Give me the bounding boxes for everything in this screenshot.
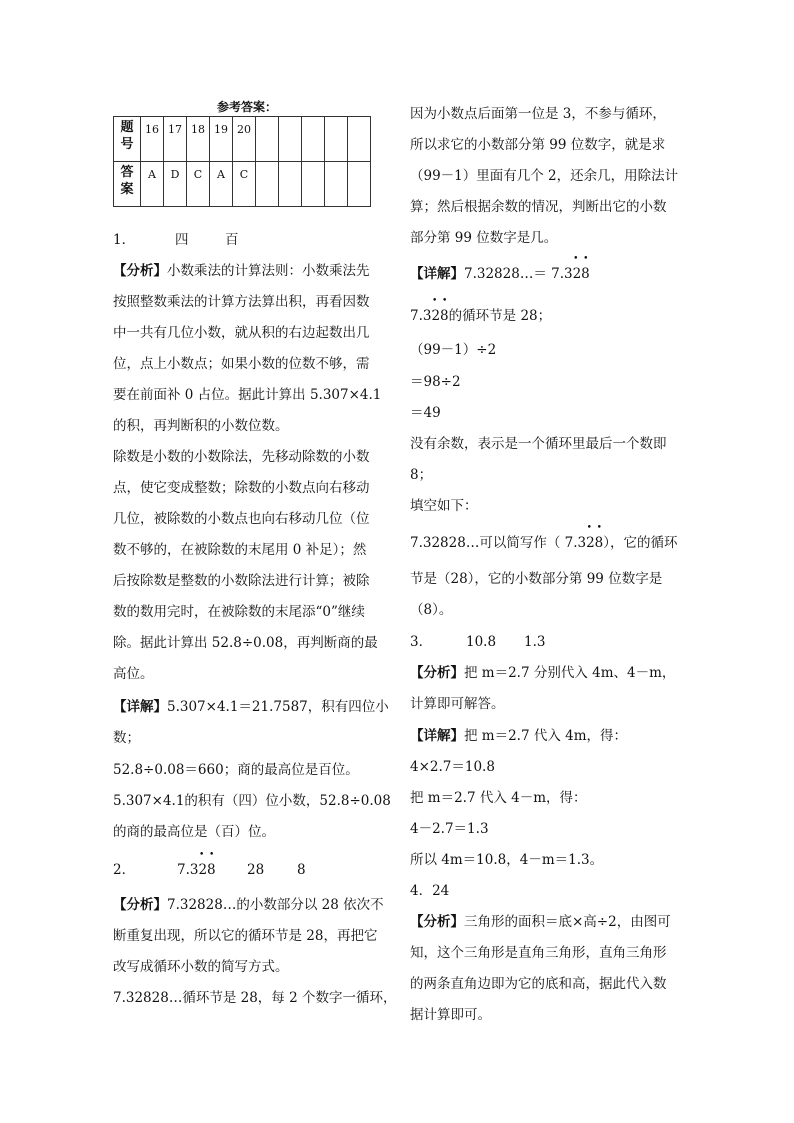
table-cell: C	[233, 162, 256, 207]
table-cell: 17	[164, 117, 187, 162]
table-cell: C	[187, 162, 210, 207]
q3-detail: 4－2.7＝1.3	[410, 821, 489, 837]
q2-calc: ＝98÷2	[410, 374, 461, 390]
q2-answer-line: 2． 7.328 • • 28 8	[113, 850, 306, 878]
q1-analysis: 点，使它变成整数；除数的小数点向右移动	[113, 480, 370, 496]
table-cell: 18	[187, 117, 210, 162]
table-cell	[325, 162, 348, 207]
table-cell	[256, 117, 279, 162]
q4-analysis: 【分析】三角形的面积＝底×高÷2，由图可	[410, 914, 671, 930]
q3-answer-line: 3． 10.8 1.3	[410, 634, 546, 650]
q1-analysis: 除。据此计算出 52.8÷0.08，再判断商的最	[113, 635, 378, 651]
repeating-decimal: 7.328 • •	[177, 850, 216, 878]
table-cell: 16	[141, 117, 164, 162]
repeating-decimal: 7.328 • •	[410, 296, 449, 324]
q2-fill: （8）。	[410, 602, 453, 618]
q2-analysis-cont: 因为小数点后面第一位是 3，不参与循环，	[410, 106, 666, 122]
q1-analysis: 要在前面补 0 占位。据此计算出 5.307×4.1	[113, 387, 382, 403]
q3-analysis: 计算即可解答。	[410, 696, 505, 712]
table-row	[114, 117, 371, 162]
answer-key-title: 参考答案：	[217, 100, 278, 114]
q2-analysis: 改写成循环小数的简写方式。	[113, 959, 289, 975]
table-cell	[348, 162, 371, 207]
table-cell: D	[164, 162, 187, 207]
table-header-cell: 答 案	[114, 162, 141, 207]
q2-calc: ＝49	[410, 405, 441, 421]
q2-analysis: 断重复出现，所以它的循环节是 28，再把它	[113, 928, 378, 944]
q2-conclusion: 8；	[410, 467, 433, 483]
q2-analysis-cont: 算；然后根据余数的情况，判断出它的小数	[410, 199, 667, 215]
q1-answer-line: 1． 四 百	[113, 232, 239, 248]
q1-detail: 5.307×4.1的积有（四）位小数，52.8÷0.08	[113, 793, 391, 809]
q2-analysis-cont: （99－1）里面有几个 2，还余几，用除法计	[410, 168, 679, 184]
q2-fill-label: 填空如下：	[410, 498, 478, 514]
q2-detail: 【详解】7.32828…＝ 7.328 • •	[410, 254, 590, 282]
q2-fill: 节是（28），它的小数部分第 99 位数字是	[410, 571, 663, 587]
table-row	[114, 162, 371, 207]
q2-analysis-cont: 所以求它的小数部分第 99 位数字，就是求	[410, 137, 666, 153]
table-cell: 20	[233, 117, 256, 162]
q3-detail: 4×2.7＝10.8	[410, 759, 495, 775]
table-header-cell: 题 号	[114, 117, 141, 162]
q4-answer-line: 4．24	[410, 883, 450, 899]
repeating-decimal: 7.328 • •	[564, 523, 604, 551]
q1-analysis: 高位。	[113, 666, 154, 682]
table-cell	[256, 162, 279, 207]
q1-analysis: 中一共有几位小数，就从积的右边起数出几	[113, 325, 370, 341]
q1-analysis: 按照整数乘法的计算方法算出积，再看因数	[113, 294, 370, 310]
q3-detail: 所以 4m＝10.8，4－m＝1.3。	[410, 852, 604, 868]
q1-analysis: 后按除数是整数的小数除法进行计算；被除	[113, 573, 370, 589]
table-cell	[348, 117, 371, 162]
table-cell: 19	[210, 117, 233, 162]
q1-detail: 数；	[113, 730, 140, 746]
q2-conclusion: 没有余数，表示是一个循环里最后一个数即	[410, 436, 667, 452]
table-cell	[325, 117, 348, 162]
q2-calc: （99－1）÷2	[410, 342, 497, 358]
repeating-decimal: 7.328 • •	[551, 254, 590, 282]
q4-analysis: 的两条直角边即为它的底和高，据此代入数	[410, 976, 667, 992]
q1-analysis: 的积，再判断积的小数位数。	[113, 418, 289, 434]
q2-analysis: 【分析】7.32828…的小数部分以 28 依次不	[113, 897, 384, 913]
q1-detail: 52.8÷0.08＝660；商的最高位是百位。	[113, 762, 359, 778]
table-cell: A	[210, 162, 233, 207]
answer-table	[113, 116, 371, 207]
q1-analysis: 几位，被除数的小数点也向右移动几位（位	[113, 511, 370, 527]
q1-analysis: 位，点上小数点；如果小数的位数不够，需	[113, 356, 370, 372]
q4-analysis: 知，这个三角形是直角三角形，直角三角形	[410, 945, 667, 961]
q1-detail: 的商的最高位是（百）位。	[113, 824, 275, 840]
q1-analysis: 除数是小数的小数除法，先移动除数的小数	[113, 449, 370, 465]
q1-analysis: 数不够的，在被除数的末尾用 0 补足）；然	[113, 542, 367, 558]
q1-analysis: 数的数用完时，在被除数的末尾添“0”继续	[113, 604, 365, 620]
table-cell: A	[141, 162, 164, 207]
table-cell	[279, 162, 302, 207]
q2-detail: 7.328 • • 的循环节是 28；	[410, 296, 552, 324]
q2-analysis: 7.32828…循环节是 28，每 2 个数字一循环，	[113, 990, 397, 1006]
table-cell	[302, 162, 325, 207]
q3-analysis: 【分析】把 m＝2.7 分别代入 4m、4－m，	[410, 665, 676, 681]
table-cell	[302, 117, 325, 162]
q2-analysis-cont: 部分第 99 位数字是几。	[410, 230, 558, 246]
q1-detail: 【详解】5.307×4.1＝21.7587，积有四位小	[113, 699, 389, 715]
q2-fill: 7.32828…可以简写作（ 7.328 • • ），它的循环	[410, 523, 678, 551]
q4-analysis: 据计算即可。	[410, 1007, 491, 1023]
table-cell	[279, 117, 302, 162]
q3-detail: 把 m＝2.7 代入 4－m，得：	[410, 790, 587, 806]
q3-detail: 【详解】把 m＝2.7 代入 4m，得：	[410, 728, 628, 744]
q1-analysis: 【分析】小数乘法的计算法则：小数乘法先	[113, 263, 370, 279]
